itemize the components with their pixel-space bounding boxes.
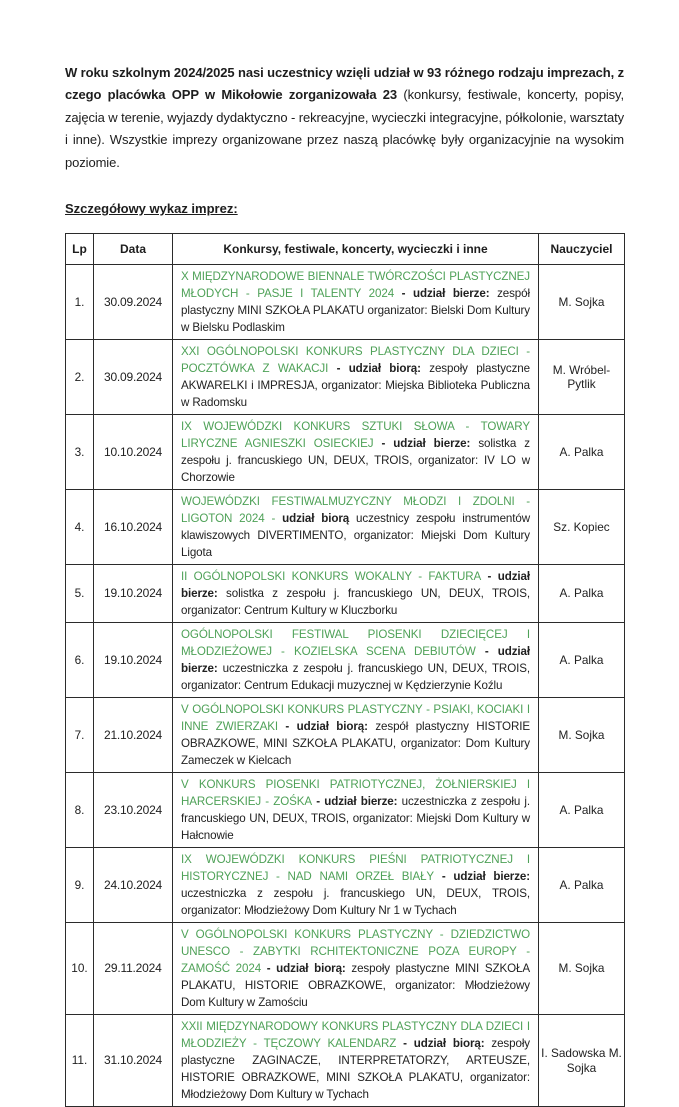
event-text-segment-bold: - udział bierze: bbox=[181, 645, 530, 676]
event-text-segment-normal: solistka z zespołu j. francuskiego UN, DEUX, TROIS, organizator: Centrum Kultury w Kluczborku bbox=[181, 587, 530, 618]
cell-event-description bbox=[173, 1015, 539, 1107]
cell-teacher: I. Sadowska M. Sojka bbox=[539, 1015, 625, 1107]
table-row bbox=[66, 773, 625, 848]
event-text-segment-bold: - udział biorą: bbox=[328, 362, 421, 376]
event-text-segment-green: II OGÓLNOPOLSKI KONKURS WOKALNY - FAKTURA bbox=[181, 570, 482, 584]
cell-lp: 2. bbox=[66, 340, 94, 415]
events-table-body bbox=[66, 265, 625, 1107]
cell-event-description bbox=[173, 340, 539, 415]
cell-date: 30.09.2024 bbox=[94, 340, 173, 415]
intro-paragraph bbox=[65, 62, 624, 174]
event-text-segment-bold: - udział biorą: bbox=[396, 1037, 485, 1051]
event-text-segment-green: V OGÓLNOPOLSKI KONKURS PLASTYCZNY - PSIAKI, KOCIAKI I INNE ZWIERZAKI bbox=[181, 703, 530, 734]
event-text-segment-normal: zespoły plastyczne ZAGINACZE, INTERPRETATORZY, ARTEUSZE, HISTORIE OBRAZKOWE, MINI SZKOŁA PLAKATU, organizator: Młodzieżowy Dom Kultury w Tychach bbox=[181, 1037, 531, 1102]
event-text-segment-green: V KONKURS PIOSENKI PATRIOTYCZNEJ, ŻOŁNIERSKIEJ I HARCERSKIEJ - ZOŚKA bbox=[181, 778, 530, 809]
event-text-segment-bold: - udział biorą: bbox=[277, 720, 368, 734]
cell-date: 19.10.2024 bbox=[94, 623, 173, 698]
cell-event-description bbox=[173, 415, 539, 490]
table-row bbox=[66, 1015, 625, 1107]
header-cell-lp: Lp bbox=[66, 234, 94, 265]
cell-teacher: A. Palka bbox=[539, 565, 625, 623]
table-row bbox=[66, 490, 625, 565]
cell-lp: 5. bbox=[66, 565, 94, 623]
cell-event-description bbox=[173, 623, 539, 698]
cell-teacher: A. Palka bbox=[539, 848, 625, 923]
header-cell-date: Data bbox=[94, 234, 173, 265]
cell-event-description bbox=[173, 698, 539, 773]
table-row bbox=[66, 698, 625, 773]
intro-normal-text: (konkursy, festiwale, koncerty, popisy, zajęcia w terenie, wyjazdy dydaktyczno - rekreacyjne, wycieczki integracyjne, półkolonie, warsztaty i inne). Wszystkie imprezy organizowane przez naszą placówkę były organizacyjnie na wysokim poziomie. bbox=[65, 87, 624, 170]
event-text-segment-bold: - udział bierze: bbox=[312, 795, 398, 809]
cell-lp: 11. bbox=[66, 1015, 94, 1107]
intro-bold-text: W roku szkolnym 2024/2025 nasi uczestnicy wzięli udział w 93 różnego rodzaju imprezach, z czego placówka OPP w Mikołowie zorganizowała 23 bbox=[65, 65, 624, 103]
event-text-segment-bold: - udział biorą: bbox=[261, 962, 346, 976]
cell-lp: 1. bbox=[66, 265, 94, 340]
event-text-segment-green: X MIĘDZYNARODOWE BIENNALE TWÓRCZOŚCI PLASTYCZNEJ MŁODYCH - PASJE I TALENTY 2024 bbox=[181, 270, 530, 301]
cell-teacher: A. Palka bbox=[539, 415, 625, 490]
cell-teacher: Sz. Kopiec bbox=[539, 490, 625, 565]
cell-teacher: A. Palka bbox=[539, 623, 625, 698]
cell-date: 29.11.2024 bbox=[94, 923, 173, 1015]
cell-date: 24.10.2024 bbox=[94, 848, 173, 923]
event-text-segment-bold: - udział bierze: bbox=[373, 437, 471, 451]
event-text-segment-bold: - udział bierze: bbox=[181, 570, 530, 601]
table-row bbox=[66, 340, 625, 415]
cell-teacher: M. Sojka bbox=[539, 923, 625, 1015]
cell-lp: 9. bbox=[66, 848, 94, 923]
event-text-segment-normal: solistka z zespołu j. francuskiego UN, DEUX, TROIS, organizator: IV LO w Chorzowie bbox=[181, 437, 530, 485]
cell-lp: 10. bbox=[66, 923, 94, 1015]
cell-lp: 7. bbox=[66, 698, 94, 773]
cell-date: 21.10.2024 bbox=[94, 698, 173, 773]
cell-event-description bbox=[173, 565, 539, 623]
cell-date: 10.10.2024 bbox=[94, 415, 173, 490]
event-text-segment-bold: udział biorą bbox=[282, 512, 350, 526]
cell-date: 30.09.2024 bbox=[94, 265, 173, 340]
cell-event-description bbox=[173, 773, 539, 848]
event-text-segment-normal: uczestniczka z zespołu j. francuskiego UN, DEUX, TROIS, organizator: Miejski Dom Kultury w Hałcnowie bbox=[181, 795, 530, 843]
cell-event-description bbox=[173, 923, 539, 1015]
events-table bbox=[65, 233, 625, 1107]
header-cell-events: Konkursy, festiwale, koncerty, wycieczki i inne bbox=[173, 234, 539, 265]
table-row bbox=[66, 415, 625, 490]
event-text-segment-normal: uczestnicy zespołu instrumentów klawiszowych DIVERTIMENTO, organizator: Miejski Dom Kultury Ligota bbox=[181, 512, 531, 560]
event-text-segment-normal: zespoły plastyczne AKWARELKI i IMPRESJA, organizator: Miejska Biblioteka Publiczna w Radomsku bbox=[181, 362, 530, 410]
cell-lp: 4. bbox=[66, 490, 94, 565]
event-text-segment-green: IX WOJEWÓDZKI KONKURS SZTUKI SŁOWA - TOWARY LIRYCZNE AGNIESZKI OSIECKIEJ bbox=[181, 420, 530, 451]
cell-date: 16.10.2024 bbox=[94, 490, 173, 565]
cell-lp: 3. bbox=[66, 415, 94, 490]
cell-event-description bbox=[173, 848, 539, 923]
cell-teacher: M. Sojka bbox=[539, 265, 625, 340]
event-text-segment-green: XXI OGÓLNOPOLSKI KONKURS PLASTYCZNY DLA DZIECI - POCZTÓWKA Z WAKACJI bbox=[181, 345, 530, 376]
table-header-row bbox=[66, 234, 625, 265]
event-text-segment-green: XXII MIĘDZYNARODOWY KONKURS PLASTYCZNY DLA DZIECI I MŁODZIEŻY - TĘCZOWY KALENDARZ bbox=[181, 1020, 530, 1051]
cell-teacher: M. Sojka bbox=[539, 698, 625, 773]
event-text-segment-bold: - udział bierze: bbox=[394, 287, 490, 301]
cell-teacher: M. Wróbel-Pytlik bbox=[539, 340, 625, 415]
table-row bbox=[66, 848, 625, 923]
table-row bbox=[66, 623, 625, 698]
event-text-segment-bold: - udział bierze: bbox=[434, 870, 531, 884]
event-text-segment-green: WOJEWÓDZKI FESTIWALMUZYCZNY MŁODZI I ZDOLNI - LIGOTON 2024 - bbox=[181, 495, 530, 526]
cell-date: 19.10.2024 bbox=[94, 565, 173, 623]
cell-event-description bbox=[173, 265, 539, 340]
table-row bbox=[66, 565, 625, 623]
header-cell-teacher: Nauczyciel bbox=[539, 234, 625, 265]
cell-event-description bbox=[173, 490, 539, 565]
cell-date: 31.10.2024 bbox=[94, 1015, 173, 1107]
cell-teacher: A. Palka bbox=[539, 773, 625, 848]
section-heading: Szczegółowy wykaz imprez: bbox=[65, 201, 238, 217]
event-text-segment-normal: uczestniczka z zespołu j. francuskiego UN, DEUX, TROIS, organizator: Młodzieżowy Dom Kultury Nr 1 w Tychach bbox=[181, 887, 530, 918]
cell-lp: 6. bbox=[66, 623, 94, 698]
table-row bbox=[66, 265, 625, 340]
event-text-segment-green: V OGÓLNOPOLSKI KONKURS PLASTYCZNY - DZIEDZICTWO UNESCO - ZABYTKI RCHITEKTONICZNE POZA EUROPY - ZAMOŚĆ 2024 bbox=[181, 928, 530, 976]
event-text-segment-green: OGÓLNOPOLSKI FESTIWAL PIOSENKI DZIECIĘCEJ I MŁODZIEŻOWEJ - KOZIELSKA SCENA DEBIUTÓW bbox=[181, 628, 530, 659]
table-row bbox=[66, 923, 625, 1015]
event-text-segment-normal: uczestniczka z zespołu j. francuskiego UN, DEUX, TROIS, organizator: Centrum Edukacji muzycznej w Kędzierzynie Koźlu bbox=[181, 662, 530, 693]
event-text-segment-normal: zespół plastyczny HISTORIE OBRAZKOWE, MINI SZKOŁA PLAKATU, organizator: Dom Kultury Zameczek w Kielcach bbox=[181, 720, 530, 768]
cell-date: 23.10.2024 bbox=[94, 773, 173, 848]
event-text-segment-normal: zespoły plastyczne MINI SZKOŁA PLAKATU, HISTORIE OBRAZKOWE, organizator: Młodzieżowy Dom Kultury w Zamościu bbox=[181, 962, 530, 1010]
event-text-segment-normal: zespół plastyczny MINI SZKOŁA PLAKATU organizator: Bielski Dom Kultury w Bielsku Podlaskim bbox=[181, 287, 530, 335]
event-text-segment-green: IX WOJEWÓDZKI KONKURS PIEŚNI PATRIOTYCZNEJ I HISTORYCZNEJ - NAD NAMI ORZEŁ BIAŁY bbox=[181, 853, 530, 884]
cell-lp: 8. bbox=[66, 773, 94, 848]
